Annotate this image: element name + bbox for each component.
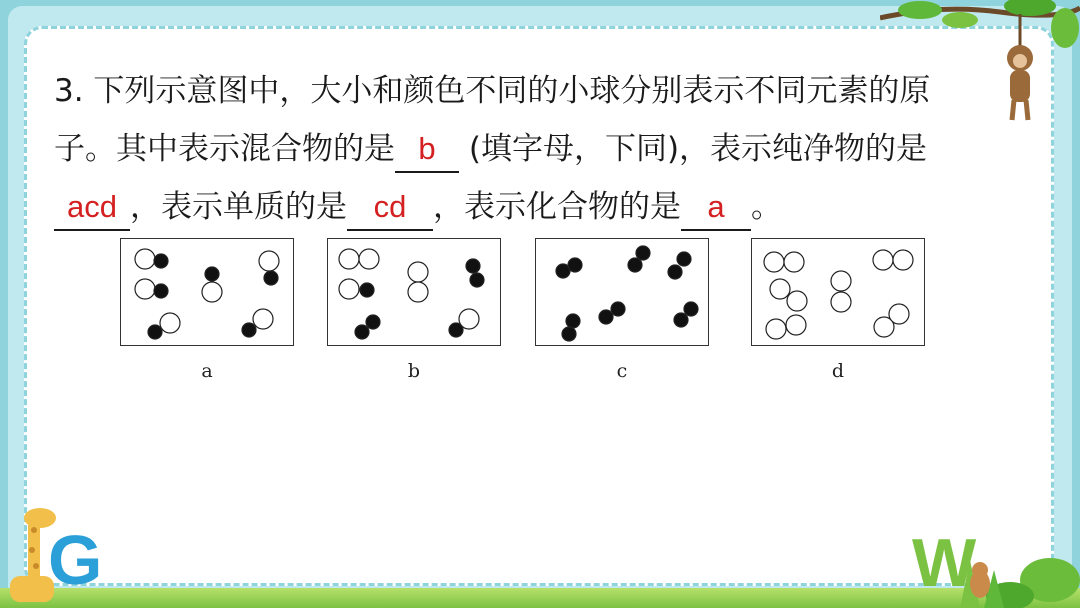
white-atom [135, 279, 155, 299]
black-atom [366, 315, 380, 329]
diagram-a-molecules [121, 239, 295, 347]
question-text-segment: 。 [751, 189, 782, 225]
black-atom [636, 246, 650, 260]
answer-blank-pure: acd [54, 185, 130, 231]
diagram-label-a: a [201, 360, 213, 382]
black-atom [466, 259, 480, 273]
answer-blank-element: cd [347, 185, 433, 231]
black-atom [611, 302, 625, 316]
black-atom [148, 325, 162, 339]
question-line-3 [54, 178, 1024, 236]
black-atom [154, 284, 168, 298]
black-atom [599, 310, 613, 324]
question-line-2 [54, 120, 1024, 178]
white-atom [408, 262, 428, 282]
letter-g-decoration: G [48, 521, 103, 599]
diagram-label-b: b [407, 360, 421, 382]
white-atom [889, 304, 909, 324]
white-atom [339, 279, 359, 299]
white-atom [831, 292, 851, 312]
black-atom [242, 323, 256, 337]
black-atom [360, 283, 374, 297]
white-atom [135, 249, 155, 269]
answer-blank-compound: a [681, 185, 751, 231]
white-atom [359, 249, 379, 269]
white-atom [408, 282, 428, 302]
black-atom [677, 252, 691, 266]
black-atom [562, 327, 576, 341]
black-atom [355, 325, 369, 339]
answer-blank-mixture: b [395, 127, 459, 173]
white-atom [253, 309, 273, 329]
question-text-segment: (填字母，下同)，表示纯净物的是 [468, 131, 928, 167]
diagram-b-molecules [328, 239, 502, 347]
white-atom [459, 309, 479, 329]
diagram-a [120, 238, 294, 346]
diagram-d [751, 238, 925, 346]
question-text-segment: ，表示单质的是 [130, 189, 347, 225]
white-atom [873, 250, 893, 270]
white-atom [764, 252, 784, 272]
white-atom [766, 319, 786, 339]
white-atom [786, 315, 806, 335]
white-atom [160, 313, 180, 333]
diagram-d-molecules [752, 239, 926, 347]
black-atom [674, 313, 688, 327]
white-atom [787, 291, 807, 311]
black-atom [154, 254, 168, 268]
black-atom [668, 265, 682, 279]
letter-w-decoration: W [912, 525, 977, 601]
diagram-c [535, 238, 709, 346]
black-atom [628, 258, 642, 272]
diagram-c-molecules [536, 239, 710, 347]
black-atom [566, 314, 580, 328]
black-atom [684, 302, 698, 316]
question-text [54, 62, 1024, 236]
question-line-1: 3. 下列示意图中，大小和颜色不同的小球分别表示不同元素的原 [54, 73, 931, 109]
black-atom [568, 258, 582, 272]
diagram-label-c: c [616, 360, 628, 382]
white-atom [202, 282, 222, 302]
question-text-segment: 子。其中表示混合物的是 [54, 131, 395, 167]
white-atom [259, 251, 279, 271]
white-atom [784, 252, 804, 272]
white-atom [893, 250, 913, 270]
question-text-segment: ，表示化合物的是 [433, 189, 681, 225]
diagram-b [327, 238, 501, 346]
black-atom [264, 271, 278, 285]
diagram-label-d: d [831, 360, 845, 382]
white-atom [831, 271, 851, 291]
black-atom [205, 267, 219, 281]
black-atom [470, 273, 484, 287]
white-atom [770, 279, 790, 299]
white-atom [339, 249, 359, 269]
